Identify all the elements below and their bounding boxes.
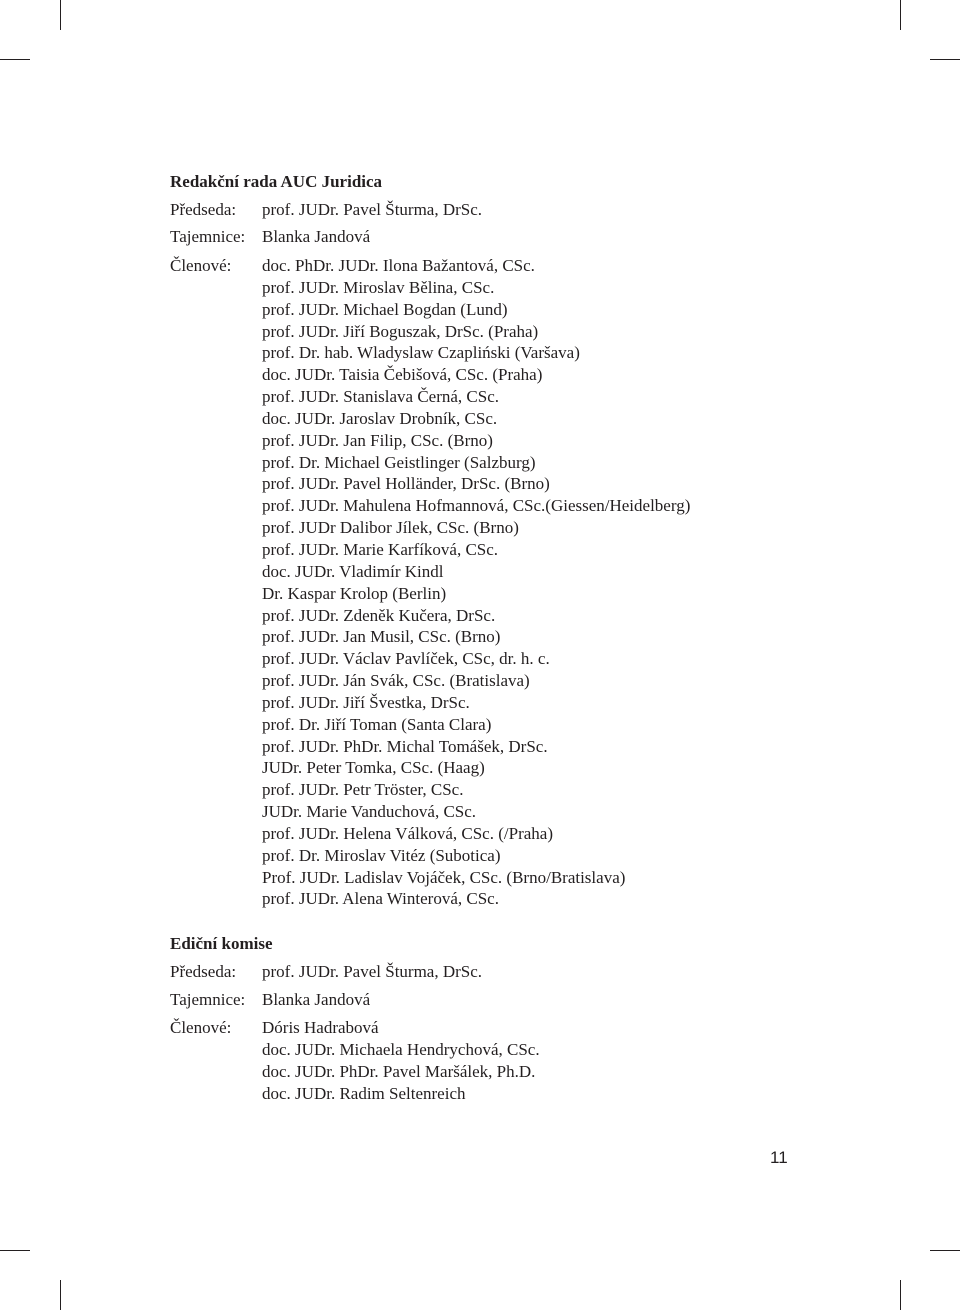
board-members-row bbox=[170, 255, 690, 910]
member-name: JUDr. Marie Vanduchová, CSc. bbox=[262, 802, 477, 822]
member-name: doc. JUDr. Radim Seltenreich bbox=[262, 1083, 466, 1103]
crop-mark-top-left bbox=[0, 59, 30, 60]
member-name: prof. Dr. hab. Wladyslaw Czapliński (Varšava) bbox=[262, 343, 580, 363]
crop-mark-top-left bbox=[60, 0, 61, 30]
crop-mark-top-right bbox=[900, 0, 901, 30]
member-name: prof. JUDr. Stanislava Černá, CSc. bbox=[262, 387, 500, 407]
editorial-committee-title: Ediční komise bbox=[170, 934, 273, 953]
committee-members-list bbox=[262, 1017, 540, 1104]
member-name: doc. JUDr. Vladimír Kindl bbox=[262, 561, 444, 581]
member-name: prof. Dr. Michael Geistlinger (Salzburg) bbox=[262, 452, 536, 472]
member-name: prof. JUDr. Miroslav Bělina, CSc. bbox=[262, 277, 495, 297]
member-name: prof. JUDr. Jiří Boguszak, DrSc. (Praha) bbox=[262, 321, 539, 341]
member-name: Dóris Hadrabová bbox=[262, 1018, 379, 1037]
member-name: doc. PhDr. JUDr. Ilona Bažantová, CSc. bbox=[262, 256, 535, 275]
board-secretary-row bbox=[170, 227, 690, 247]
member-name: doc. JUDr. Jaroslav Drobník, CSc. bbox=[262, 408, 498, 428]
committee-members-label: Členové: bbox=[170, 1018, 232, 1037]
committee-secretary-name: Blanka Jandová bbox=[262, 990, 371, 1009]
editorial-board-title: Redakční rada AUC Juridica bbox=[170, 172, 383, 191]
member-name: prof. JUDr. Pavel Holländer, DrSc. (Brno) bbox=[262, 474, 550, 494]
member-name: Dr. Kaspar Krolop (Berlin) bbox=[262, 583, 447, 603]
crop-mark-top-right bbox=[930, 59, 960, 60]
board-members-list bbox=[262, 255, 690, 910]
member-name: prof. Dr. Jiří Toman (Santa Clara) bbox=[262, 714, 492, 734]
board-chair-name: prof. JUDr. Pavel Šturma, DrSc. bbox=[262, 200, 483, 219]
member-name: prof. JUDr. Zdeněk Kučera, DrSc. bbox=[262, 605, 496, 625]
board-secretary-label: Tajemnice: bbox=[170, 227, 246, 246]
committee-members-row bbox=[170, 1017, 540, 1104]
member-name: prof. JUDr. Helena Válková, CSc. (/Praha) bbox=[262, 823, 553, 843]
committee-chair-name: prof. JUDr. Pavel Šturma, DrSc. bbox=[262, 962, 483, 981]
board-secretary-name: Blanka Jandová bbox=[262, 227, 371, 246]
board-members-label: Členové: bbox=[170, 256, 232, 275]
member-name: doc. JUDr. Michaela Hendrychová, CSc. bbox=[262, 1039, 540, 1059]
member-name: prof. JUDr. Ján Svák, CSc. (Bratislava) bbox=[262, 671, 530, 691]
committee-secretary-label: Tajemnice: bbox=[170, 990, 246, 1009]
board-chair-row bbox=[170, 200, 690, 220]
member-name: prof. JUDr. Mahulena Hofmannová, CSc.(Giessen/Heidelberg) bbox=[262, 496, 691, 516]
member-name: prof. JUDr. Alena Winterová, CSc. bbox=[262, 889, 499, 909]
member-name: prof. Dr. Miroslav Vitéz (Subotica) bbox=[262, 845, 501, 865]
member-name: prof. JUDr. Jan Musil, CSc. (Brno) bbox=[262, 627, 501, 647]
committee-secretary-row bbox=[170, 990, 540, 1010]
member-name: prof. JUDr. Petr Tröster, CSc. bbox=[262, 780, 464, 800]
editorial-committee-section bbox=[170, 934, 540, 1104]
editorial-board-section bbox=[170, 172, 690, 910]
crop-mark-bottom-right bbox=[930, 1250, 960, 1251]
member-name: prof. JUDr. PhDr. Michal Tomášek, DrSc. bbox=[262, 736, 548, 756]
crop-mark-bottom-left bbox=[0, 1250, 30, 1251]
member-name: prof. JUDr. Michael Bogdan (Lund) bbox=[262, 299, 508, 319]
member-name: prof. JUDr Dalibor Jílek, CSc. (Brno) bbox=[262, 518, 519, 538]
member-name: doc. JUDr. Taisia Čebišová, CSc. (Praha) bbox=[262, 365, 543, 385]
committee-chair-label: Předseda: bbox=[170, 962, 237, 981]
member-name: prof. JUDr. Jan Filip, CSc. (Brno) bbox=[262, 430, 493, 450]
member-name: doc. JUDr. PhDr. Pavel Maršálek, Ph.D. bbox=[262, 1061, 536, 1081]
member-name: prof. JUDr. Václav Pavlíček, CSc, dr. h. c. bbox=[262, 649, 550, 669]
committee-chair-row bbox=[170, 962, 540, 982]
member-name: prof. JUDr. Jiří Švestka, DrSc. bbox=[262, 692, 470, 712]
crop-mark-bottom-left bbox=[60, 1280, 61, 1310]
member-name: Prof. JUDr. Ladislav Vojáček, CSc. (Brno/Bratislava) bbox=[262, 867, 626, 887]
member-name: prof. JUDr. Marie Karfíková, CSc. bbox=[262, 539, 499, 559]
crop-mark-bottom-right bbox=[900, 1280, 901, 1310]
board-chair-label: Předseda: bbox=[170, 200, 237, 219]
page-number: 11 bbox=[770, 1148, 788, 1167]
member-name: JUDr. Peter Tomka, CSc. (Haag) bbox=[262, 758, 485, 778]
